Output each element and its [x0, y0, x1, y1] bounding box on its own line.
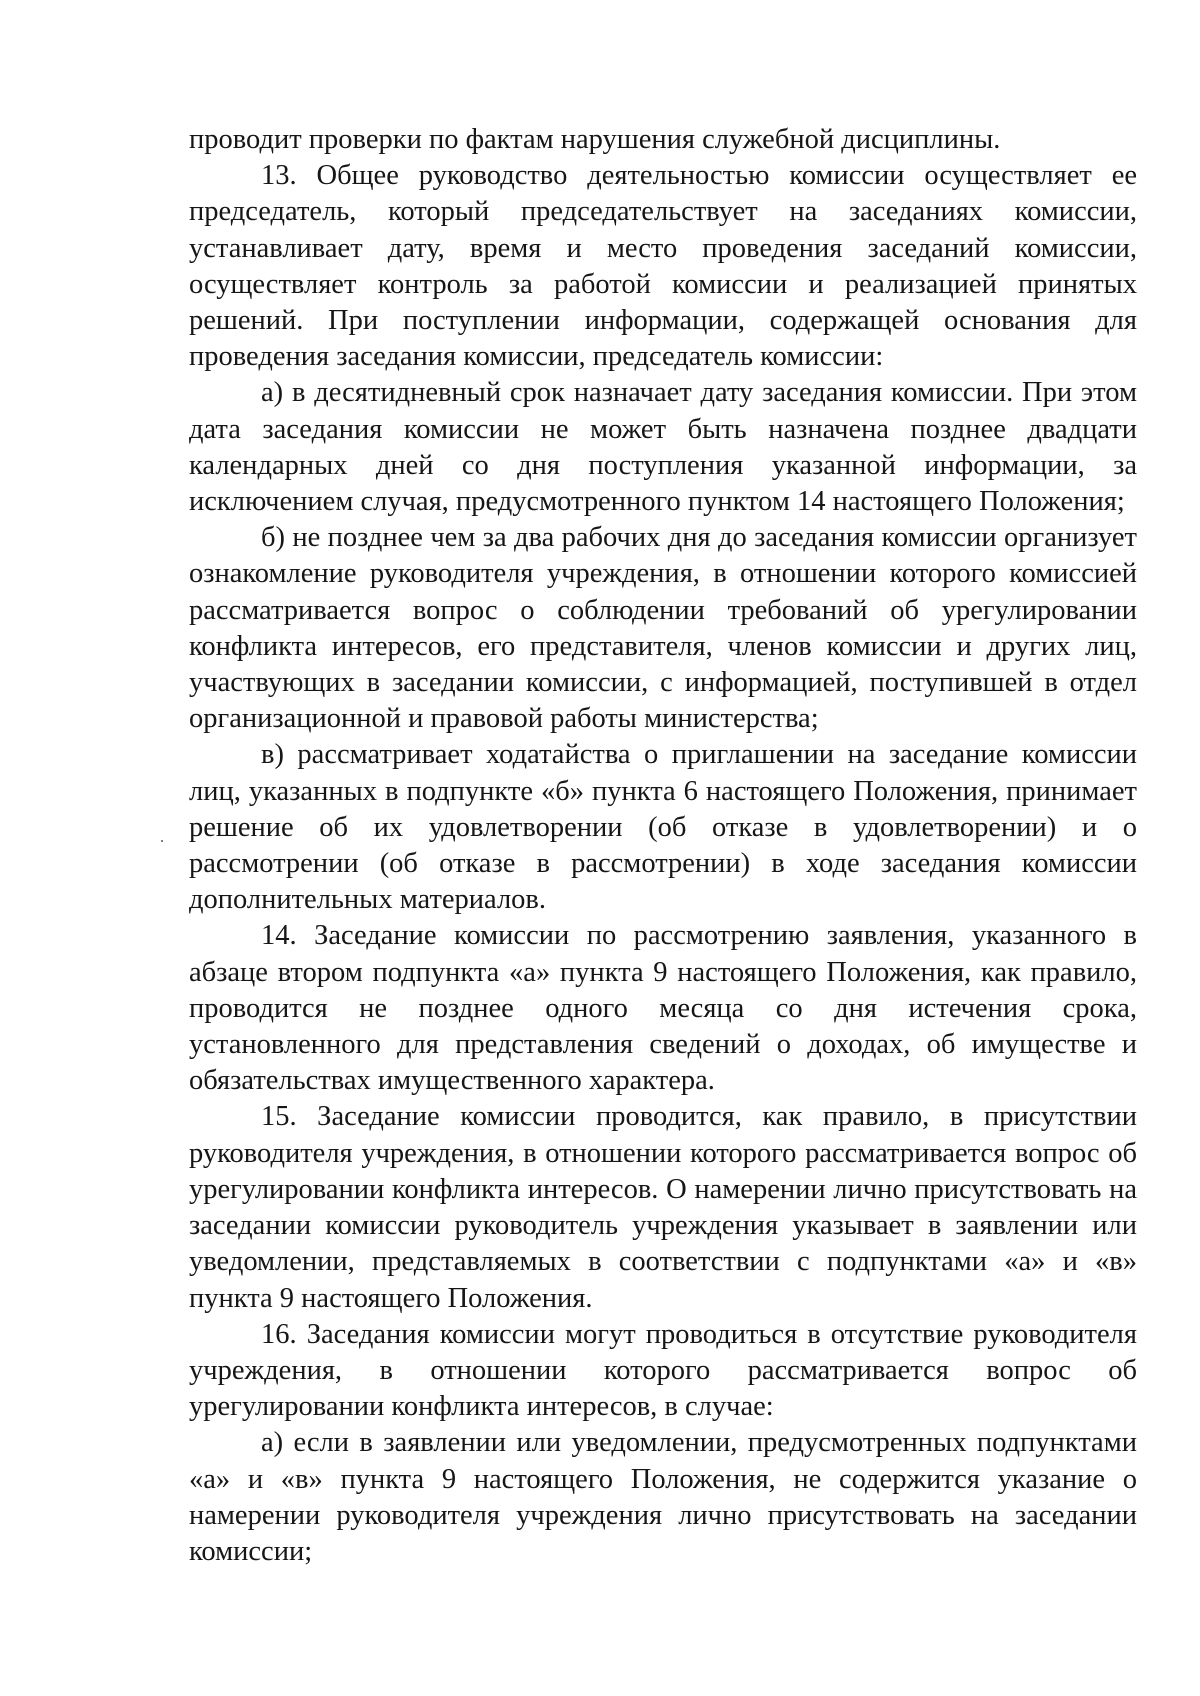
paragraph-item-13-b: б) не позднее чем за два рабочих дня до заседания комиссии организует ознакомление руководителя учреждения, в отношении которого комиссией рассматривается вопрос о соблюдении требований об урегулировании конфликта интересов, его представителя, членов комиссии и других лиц, участвующих в заседании комиссии, с информацией, поступившей в отдел организационной и правовой работы министерства; [189, 522, 1137, 735]
paragraph-item-16-a: а) если в заявлении или уведомлении, предусмотренных подпунктами «а» и «в» пункта 9 настоящего Положения, не содержится указание о намерении руководителя учреждения лично присутствовать на заседании комиссии; [189, 1427, 1137, 1567]
paragraph-continuation: проводит проверки по фактам нарушения служебной дисциплины. [189, 124, 1001, 155]
document-page [189, 122, 1137, 1570]
paragraph-item-15: 15. Заседание комиссии проводится, как правило, в присутствии руководителя учреждения, в отношении которого рассматривается вопрос об урегулировании конфликта интересов. О намерении лично присутствовать на заседании комиссии руководитель учреждения указывает в заявлении или уведомлении, представляемых в соответствии с подпунктами «а» и «в» пункта 9 настоящего Положения. [189, 1101, 1137, 1314]
scan-speck [161, 840, 163, 842]
paragraph-item-14: 14. Заседание комиссии по рассмотрению заявления, указанного в абзаце втором подпункта «а» пункта 9 настоящего Положения, как правило, проводится не позднее одного месяца со дня истечения срока, установленного для представления сведений о доходах, об имуществе и обязательствах имущественного характера. [189, 920, 1137, 1097]
paragraph-item-13: 13. Общее руководство деятельностью комиссии осуществляет ее председатель, который председательствует на заседаниях комиссии, устанавливает дату, время и место проведения заседаний комиссии, осуществляет контроль за работой комиссии и реализацией принятых решений. При поступлении информации, содержащей основания для проведения заседания комиссии, председатель комиссии: [189, 160, 1137, 373]
paragraph-item-16: 16. Заседания комиссии могут проводиться в отсутствие руководителя учреждения, в отношении которого рассматривается вопрос об урегулировании конфликта интересов, в случае: [189, 1318, 1137, 1423]
paragraph-item-13-a: а) в десятидневный срок назначает дату заседания комиссии. При этом дата заседания комиссии не может быть назначена позднее двадцати календарных дней со дня поступления указанной информации, за исключением случая, предусмотренного пунктом 14 настоящего Положения; [189, 377, 1137, 518]
paragraph-item-13-v: в) рассматривает ходатайства о приглашении на заседание комиссии лиц, указанных в подпункте «б» пункта 6 настоящего Положения, принимает решение об их удовлетворении (об отказе в удовлетворении) и о рассмотрении (об отказе в рассмотрении) в ходе заседания комиссии дополнительных материалов. [189, 739, 1137, 916]
